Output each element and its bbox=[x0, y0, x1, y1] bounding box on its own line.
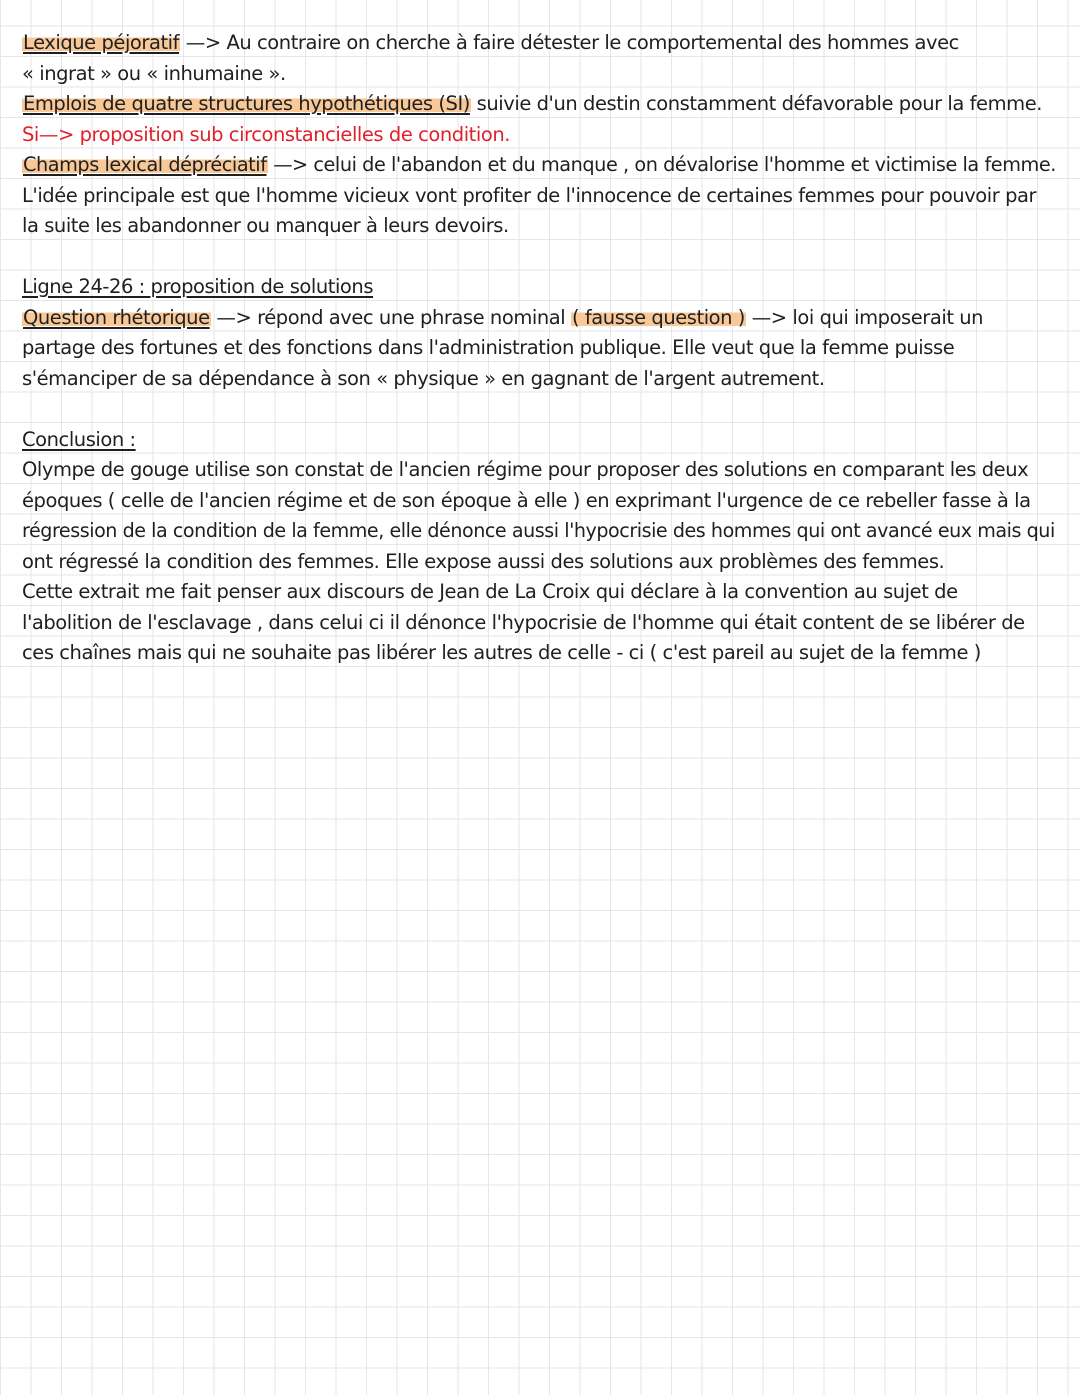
highlighted-term: ( fausse question ) bbox=[571, 305, 745, 329]
note-line bbox=[22, 89, 1062, 120]
highlighted-term: Emplois de quatre structures hypothétiques (SI) bbox=[23, 92, 470, 115]
conclusion-line: Cette extrait me fait penser aux discours de Jean de La Croix qui déclare à la convention au sujet de bbox=[22, 580, 958, 603]
note-text: —> celui de l'abandon et du manque , on dévalorise l'homme et victimise la femme. bbox=[267, 153, 1056, 176]
note-text: —> loi qui imposerait un bbox=[745, 305, 984, 329]
note-line bbox=[22, 303, 1062, 334]
conclusion-line: ont régressé la condition des femmes. Elle expose aussi des solutions aux problèmes des femmes. bbox=[22, 549, 945, 573]
conclusion-line: Olympe de gouge utilise son constat de l'ancien régime pour proposer des solutions en comparant les deux bbox=[22, 458, 1029, 481]
note-text: —> Au contraire on cherche à faire détester le comportemental des hommes avec bbox=[180, 31, 959, 54]
conclusion-line: régression de la condition de la femme, elle dénonce aussi l'hypocrisie des hommes qui ont avancé eux mais qui bbox=[22, 519, 1055, 542]
note-line: la suite les abandonner ou manquer à leurs devoirs. bbox=[22, 214, 509, 237]
handwritten-notes-page bbox=[22, 28, 1062, 669]
conclusion-line: l'abolition de l'esclavage , dans celui ci il dénonce l'hypocrisie de l'homme qui était content de se libérer de bbox=[22, 610, 1025, 634]
highlighted-term: Champs lexical dépréciatif bbox=[23, 153, 267, 176]
conclusion-line: ces chaînes mais qui ne souhaite pas libérer les autres de celle - ci ( c'est pareil au sujet de la femme ) bbox=[22, 641, 981, 664]
note-line bbox=[22, 150, 1062, 181]
section-heading: Ligne 24-26 : proposition de solutions bbox=[22, 275, 374, 298]
red-note-line: Si—> proposition sub circonstancielles de condition. bbox=[22, 122, 510, 146]
note-line: partage des fortunes et des fonctions dans l'administration publique. Elle veut que la femme puisse bbox=[22, 336, 955, 359]
blank-line bbox=[22, 242, 1062, 273]
conclusion-heading: Conclusion : bbox=[22, 427, 136, 451]
highlighted-term: Question rhétorique bbox=[23, 305, 210, 329]
note-text: —> répond avec une phrase nominal bbox=[210, 305, 571, 329]
note-text: suivie d'un destin constamment défavorable pour la femme. bbox=[470, 92, 1042, 115]
note-line: « ingrat » ou « inhumaine ». bbox=[22, 61, 286, 85]
note-line: s'émanciper de sa dépendance à son « physique » en gagnant de l'argent autrement. bbox=[22, 366, 825, 390]
note-line bbox=[22, 28, 1062, 59]
conclusion-line: époques ( celle de l'ancien régime et de son époque à elle ) en exprimant l'urgence de ce rebeller fasse à la bbox=[22, 488, 1031, 512]
blank-line bbox=[22, 394, 1062, 425]
highlighted-term: Lexique péjoratif bbox=[23, 31, 180, 54]
note-line: L'idée principale est que l'homme vicieux vont profiter de l'innocence de certaines femmes pour pouvoir par bbox=[22, 183, 1037, 207]
